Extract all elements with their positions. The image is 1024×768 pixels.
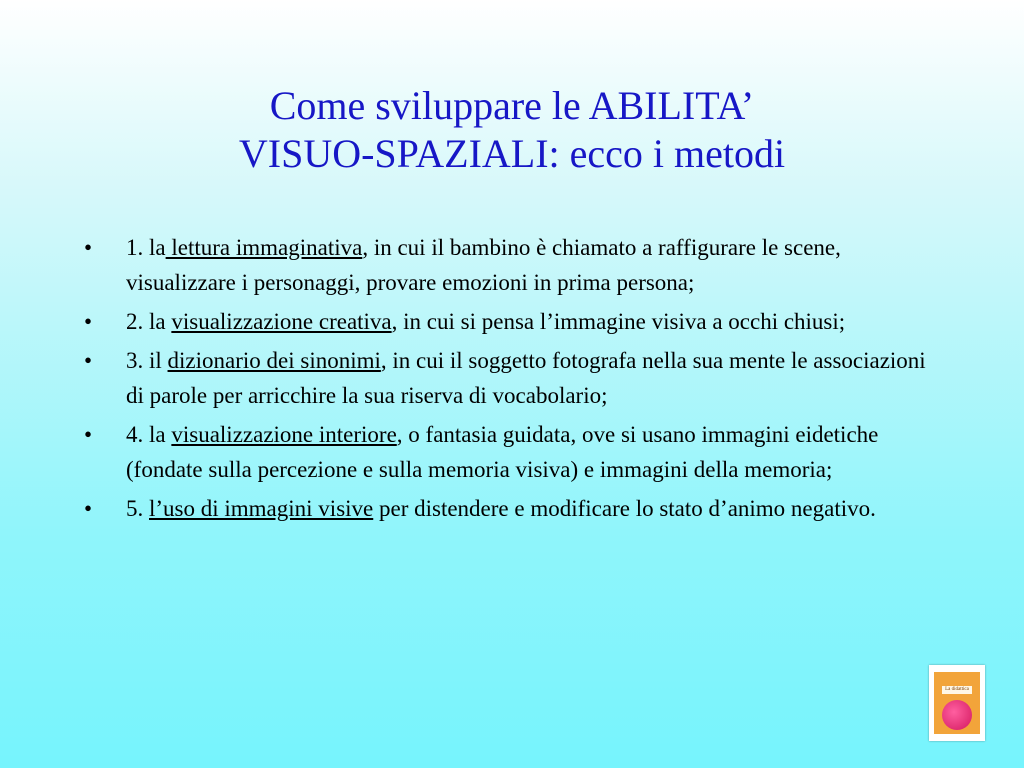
book-cover-image: [934, 672, 980, 734]
title-line-1: Come sviluppare le ABILITA’: [269, 83, 755, 128]
bullet-term-1: lettura immaginativa: [165, 235, 363, 260]
bullet-item-4: • 4. la visualizzazione interiore, o fantasia guidata, ove si usano immagini eidetiche (fondate sulla percezione e sulla memoria visiva) e immagini della memoria;: [84, 417, 944, 487]
bullet-item-3: • 3. il dizionario dei sinonimi, in cui il soggetto fotografa nella sua mente le associazioni di parole per arricchire la sua riserva di vocabolario;: [84, 343, 944, 413]
yarn-ball-icon: [942, 700, 972, 730]
bullet-term-3: dizionario dei sinonimi: [167, 348, 381, 373]
slide-title: [0, 82, 1024, 178]
bullet-item-1: • 1. la lettura immaginativa, in cui il bambino è chiamato a raffigurare le scene, visualizzare i personaggi, provare emozioni in prima persona;: [84, 230, 944, 300]
bullet-item-5: • 5. l’uso di immagini visive per distendere e modificare lo stato d’animo negativo.: [84, 491, 944, 526]
title-line-2: VISUO-SPAZIALI: ecco i metodi: [238, 131, 786, 176]
bullet-list: [84, 230, 944, 530]
bullet-term-2: visualizzazione creativa: [171, 309, 392, 334]
bullet-item-2: • 2. la visualizzazione creativa, in cui si pensa l’immagine visiva a occhi chiusi;: [84, 304, 944, 339]
bullet-term-4: visualizzazione interiore: [171, 422, 397, 447]
book-cover-thumbnail: [929, 665, 985, 741]
book-cover-label: La didattica: [942, 686, 972, 694]
bullet-term-5: l’uso di immagini visive: [149, 496, 374, 521]
